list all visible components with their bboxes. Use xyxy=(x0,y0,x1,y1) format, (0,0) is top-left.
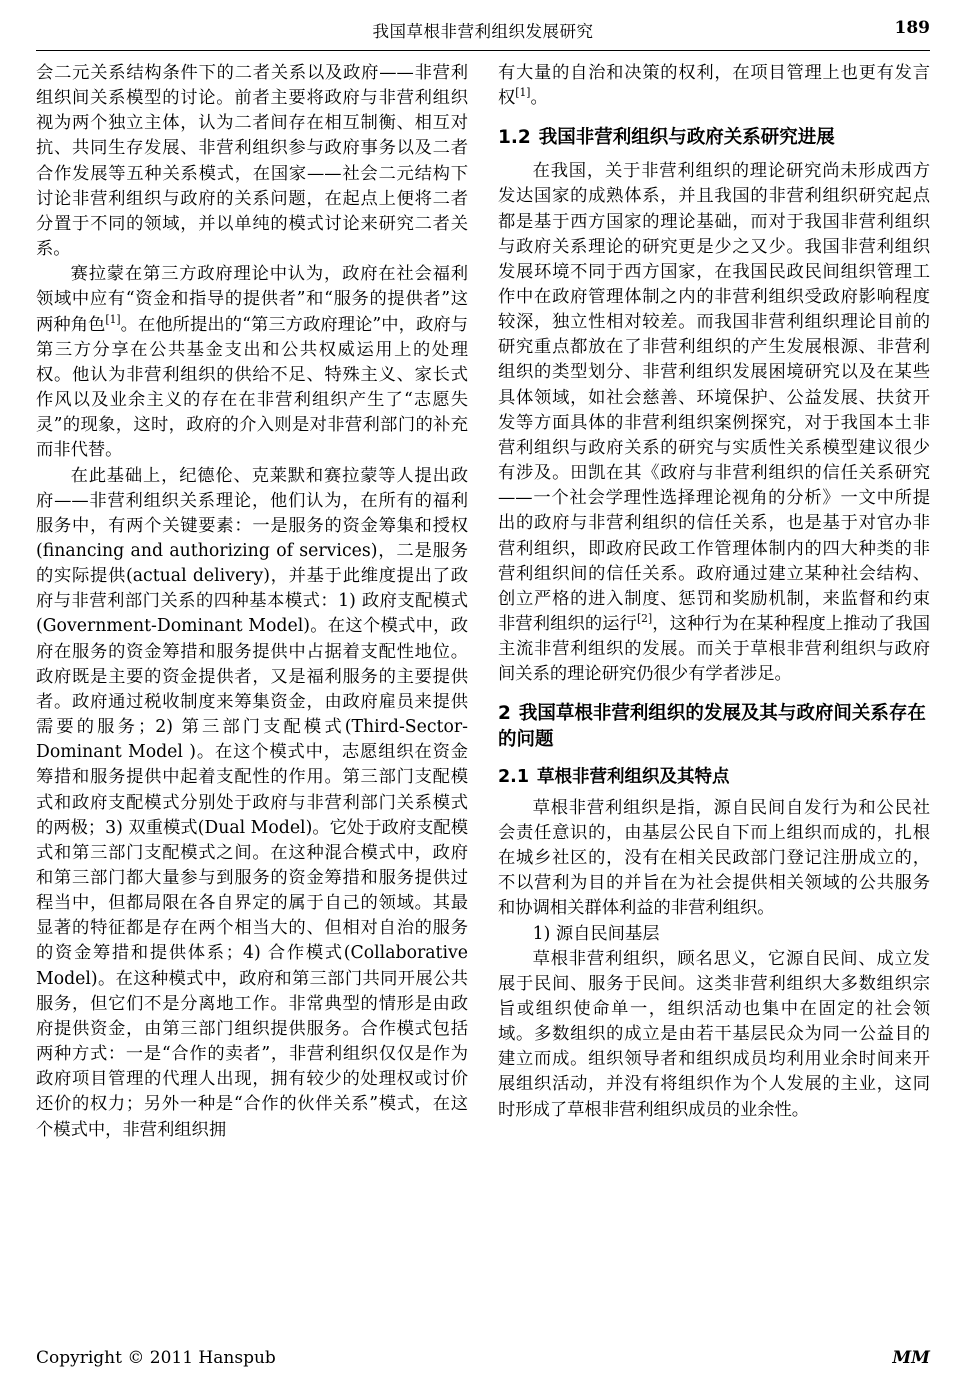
paragraph: 草根非营利组织是指，源自民间自发行为和公民社会责任意识的，由基层公民自下而上组织而成的，扎根在城乡社区的，没有在相关民政部门登记注册成立的，不以营利为目的并旨在为社会提供相关领域的公共服务和协调相关群体利益的非营利组织。 xyxy=(498,797,930,919)
running-head xyxy=(36,18,930,48)
section-title: 我国非营利组织与政府关系研究进展 xyxy=(538,127,835,149)
reference-marker: [2] xyxy=(636,612,653,626)
section-heading-2-1 xyxy=(498,765,930,790)
section-heading-2 xyxy=(498,701,930,753)
running-title: 我国草根非营利组织发展研究 xyxy=(372,22,594,41)
page-footer xyxy=(36,1348,930,1368)
page-number: 189 xyxy=(894,18,930,38)
paragraph-continued: 会二元关系结构条件下的二者关系以及政府——非营利组织间关系模型的讨论。前者主要将政府与非营利组织视为两个独立主体，认为二者间存在相互制衡、相互对抗、共同生存发展、非营利组织参与政府事务以及二者合作发展等五种关系模式，在国家——社会二元结构下讨论非营利组织与政府的关系问题，在起点上便将二者分置于不同的领域，并以单纯的模式讨论来研究二者关系。 xyxy=(36,63,468,260)
paragraph: 在我国，关于非营利组织的理论研究尚未形成西方发达国家的成熟体系，并且我国的非营利组织研究起点都是基于西方国家的理论基础，而对于我国非营利组织与政府关系理论的研究更是少之又少。我国非营利组织发展环境不同于西方国家，在我国民政民间组织管理工作中在政府管理体制之内的非营利组织受政府影响程度较深，独立性相对较差。而我国非营利组织理论目前的研究重点都放在了非营利组织的产生发展根源、非营利组织的类型划分、非营利组织发展困境研究以及在某些具体领域，如社会慈善、环境保护、公益发展、扶贫开发等方面具体的非营利组织案例探究，对于我国本土非营利组织与政府关系的研究与实质性关系模型建议很少有涉及。田凯在其《政府与非营利组织的信任关系研究——一个社会学理性选择理论视角的分析》一文中所提出的政府与非营利组织的信任关系，也是基于对官办非营利组织，即政府民政工作管理体制内的四大种类的非营利组织间的信任关系。政府通过建立某种社会结构、创立严格的进入制度、惩罚和奖励机制，来监督和约束非营利组织的运行[2]，这种行为在某种程度上推动了我国主流非营利组织的发展。而关于草根非营利组织与政府间关系的理论研究仍很少有学者涉足。 xyxy=(498,161,930,685)
section-title: 我国草根非营利组织的发展及其与政府间关系存在的问题 xyxy=(498,703,926,751)
header-rule xyxy=(36,50,930,51)
section-heading-1-2 xyxy=(498,125,930,151)
right-column xyxy=(498,61,930,1143)
list-item: 1) 源自民间基层 xyxy=(532,923,660,944)
copyright-text: Copyright © 2011 Hanspub xyxy=(36,1348,276,1368)
paragraph: 赛拉蒙在第三方政府理论中认为，政府在社会福利领域中应有“资金和指导的提供者”和“服务的提供者”这两种角色[1]。在他所提出的“第三方政府理论”中，政府与第三方分享在公共基金支出和公共权威运用上的处理权。他认为非营利组织的供给不足、特殊主义、家长式作风以及业余主义的存在在非营利组织产生了“志愿失灵”的现象，这时，政府的介入则是对非营利部门的补充而非代替。 xyxy=(36,264,468,461)
section-title: 草根非营利组织及其特点 xyxy=(537,767,730,788)
reference-marker: [1] xyxy=(105,312,121,326)
paragraph: 草根非营利组织，顾名思义，它源自民间、成立发展于民间、服务于民间。这类非营利组织大多数组织宗旨或组织使命单一，组织活动也集中在固定的社会领域。多数组织的成立是由若干基层民众为同一公益目的建立而成。组织领导者和组织成员均利用业余时间来开展组织活动，并没有将组织作为个人发展的主业，这同时形成了草根非营利组织成员的业余性。 xyxy=(498,948,930,1120)
reference-marker: [1] xyxy=(515,86,531,100)
section-number: 2.1 xyxy=(498,767,530,788)
body-columns xyxy=(36,61,930,1143)
section-number: 1.2 xyxy=(498,127,531,149)
left-column xyxy=(36,61,468,1143)
journal-abbreviation: MM xyxy=(892,1348,930,1368)
paragraph-continued: 有大量的自治和决策的权利，在项目管理上也更有发言权[1]。 xyxy=(498,63,930,109)
paragraph: 在此基础上，纪德伦、克莱默和赛拉蒙等人提出政府——非营利组织关系理论，他们认为，在所有的福利服务中，有两个关键要素：一是服务的资金筹集和授权(financing and authorizing of services)，二是服务的实际提供(actual delivery)，并基于此维度提出了政府与非营利部门关系的四种基本模式：1) 政府支配模式(Government-Dominant Model)。在这个模式中，政府在服务的资金筹措和服务提供中占据着支配性地位。政府既是主要的资金提供者，又是福利服务的主要提供者。政府通过税收制度来筹集资金，由政府雇员来提供需要的服务；2) 第三部门支配模式(Third-Sector-Dominant Model )。在这个模式中，志愿组织在资金筹措和服务提供中起着支配性的作用。第三部门支配模式和政府支配模式分别处于政府与非营利部门关系模式的两极；3) 双重模式(Dual Model)。它处于政府支配模式和第三部门支配模式之间。在这种混合模式中，政府和第三部门都大量参与到服务的资金筹措和服务提供过程当中，但都局限在各自界定的属于自己的领域。其最显著的特征都是存在两个相当大的、但相对自治的服务的资金筹措和提供体系；4) 合作模式(Collaborative Model)。在这种模式中，政府和第三部门共同开展公共服务，但它们不是分离地工作。非常典型的情形是由政府提供资金，由第三部门组织提供服务。合作模式包括两种方式：一是“合作的卖者”，非营利组织仅仅是作为政府项目管理的代理人出现，拥有较少的处理权或讨价还价的权力；另外一种是“合作的伙伴关系”模式，在这个模式中，非营利组织拥 xyxy=(36,465,468,1140)
section-number: 2 xyxy=(498,703,511,725)
